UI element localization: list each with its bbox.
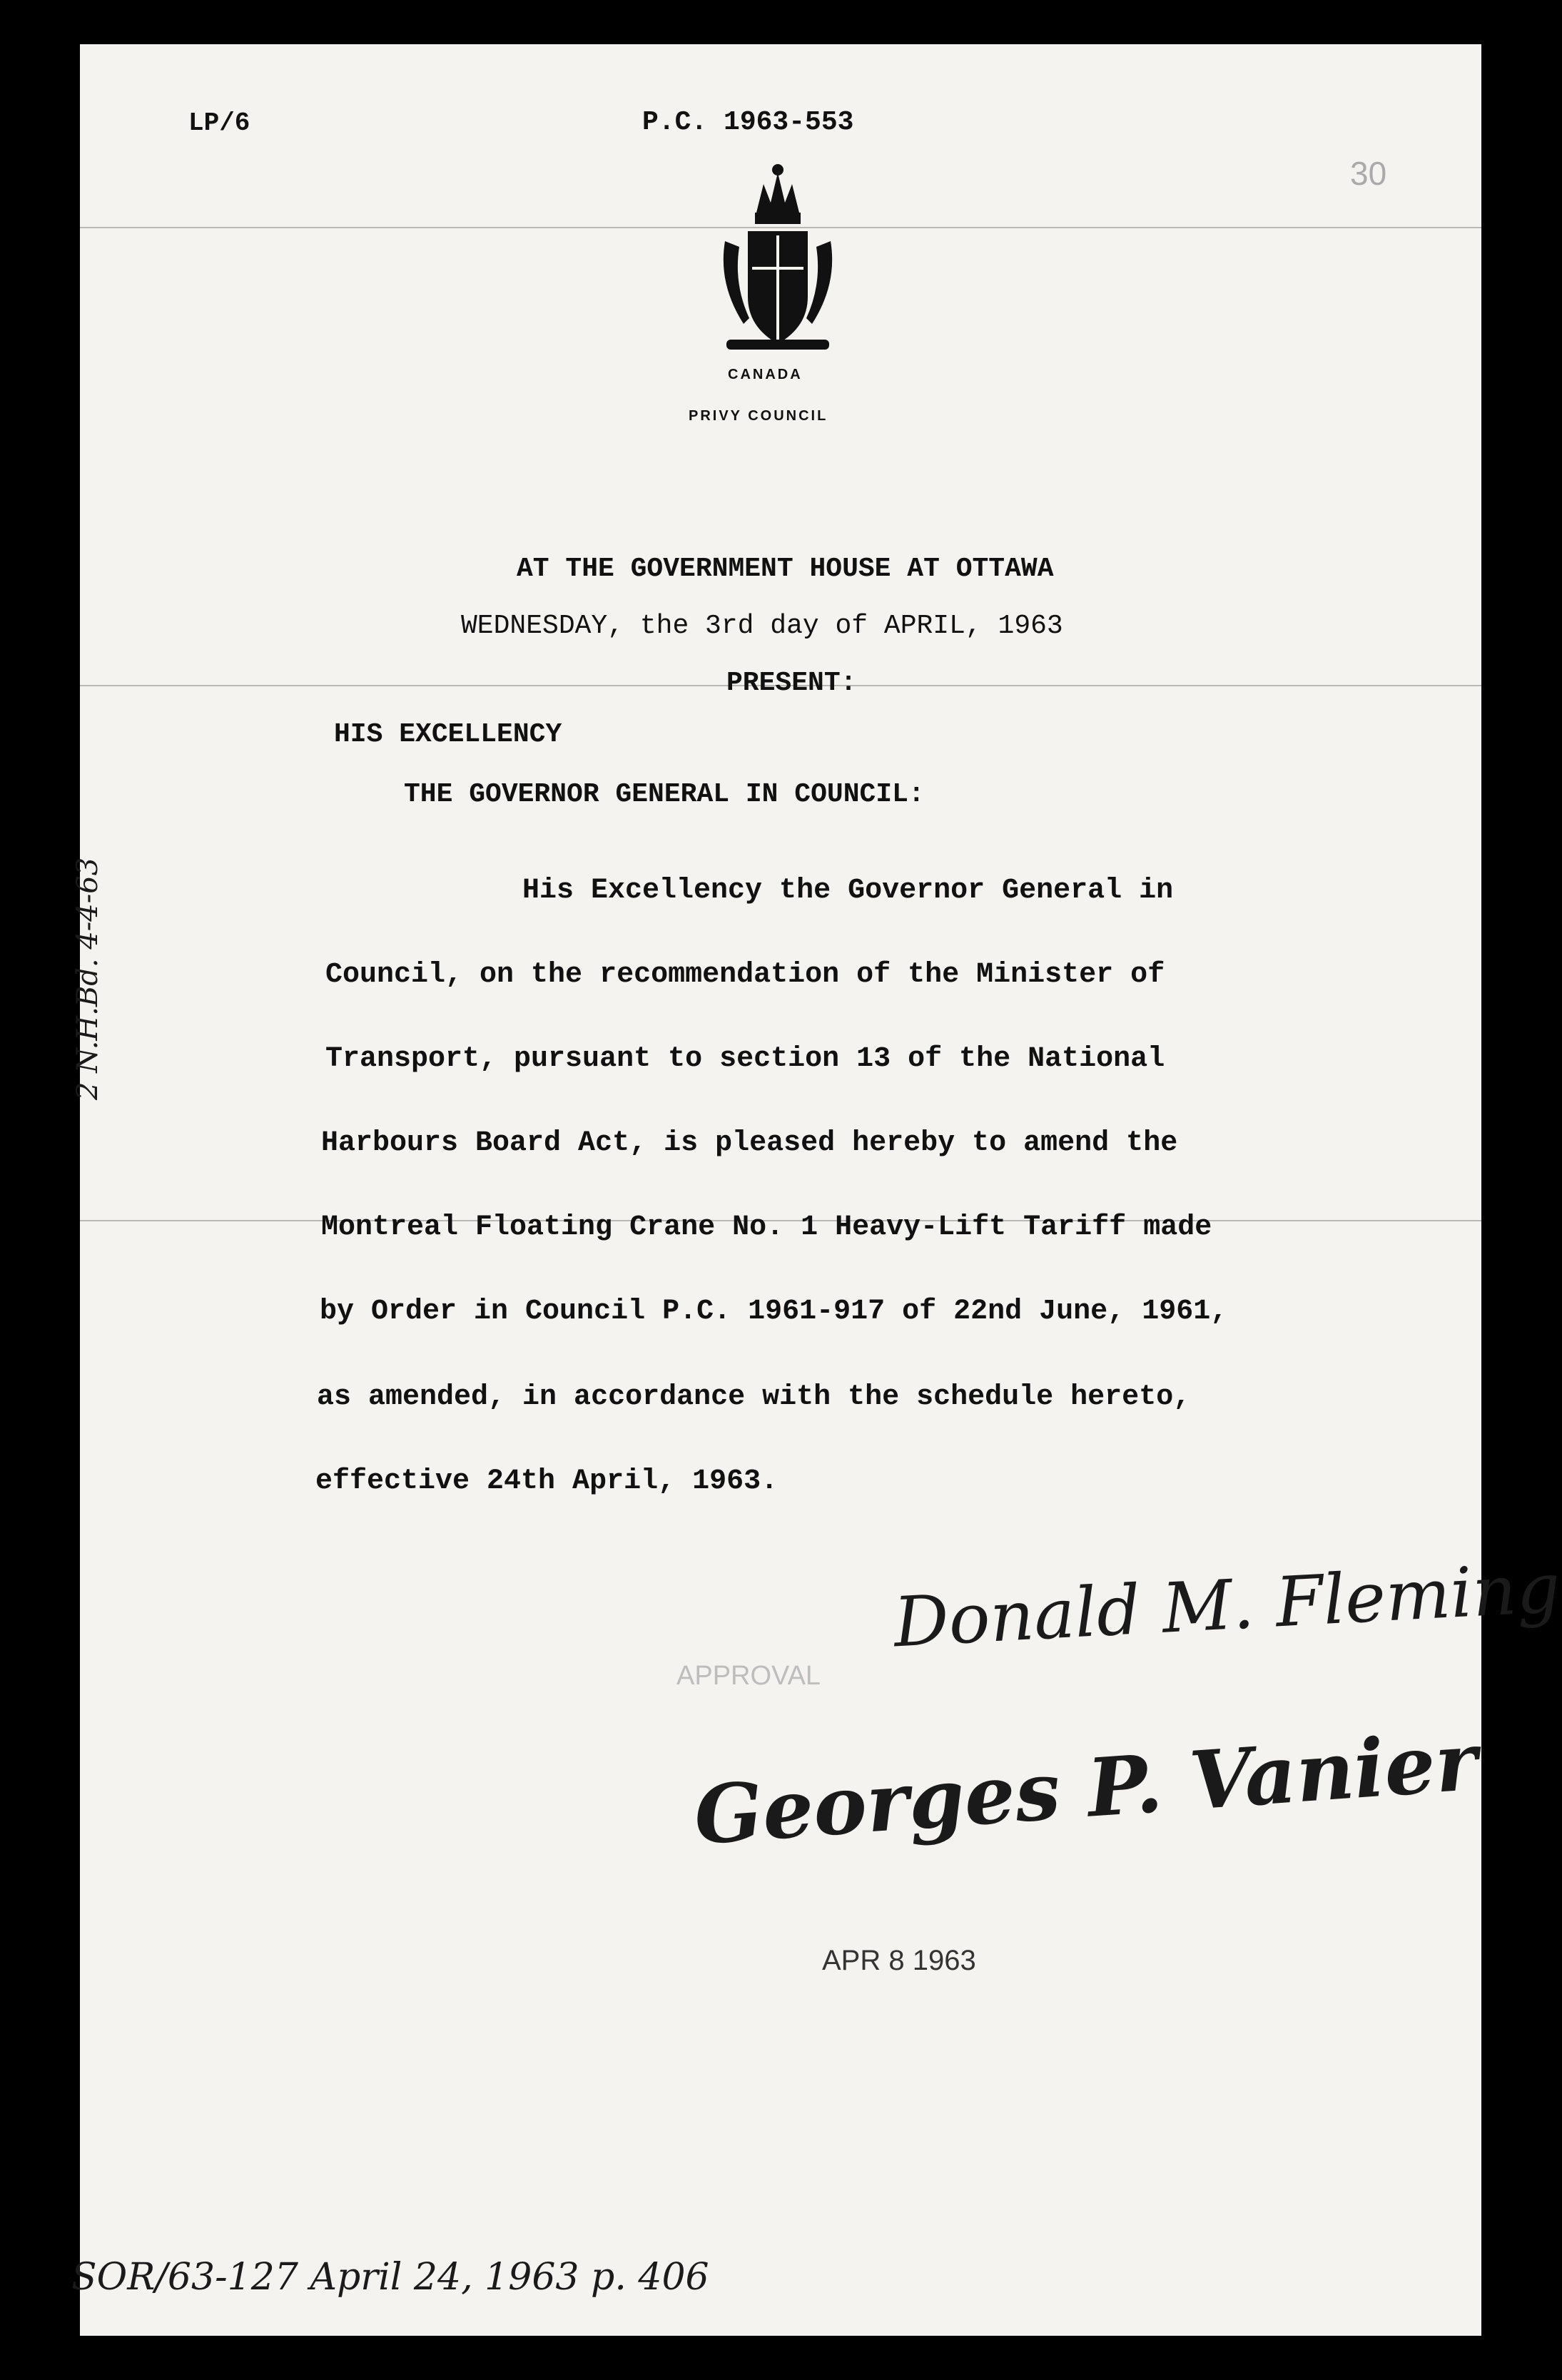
file-reference: LP/6 — [188, 108, 250, 138]
body-line: Council, on the recommendation of the Minister of — [325, 959, 1165, 991]
clerk-signature: Donald M. Fleming — [891, 1547, 1562, 1663]
body-line: Harbours Board Act, is pleased hereby to amend the — [321, 1127, 1178, 1159]
coat-of-arms-icon — [722, 163, 833, 355]
letterhead-country: CANADA — [728, 367, 803, 382]
order-number: P.C. 1963-553 — [642, 107, 854, 138]
meeting-place: AT THE GOVERNMENT HOUSE AT OTTAWA — [517, 554, 1054, 584]
meeting-date: WEDNESDAY, the 3rd day of APRIL, 1963 — [461, 611, 1063, 641]
footer-note: SOR/63-127 April 24, 1963 p. 406 — [71, 2256, 709, 2299]
body-line: Transport, pursuant to section 13 of the National — [325, 1043, 1165, 1075]
governor-signature: Georges P. Vanier — [691, 1714, 1481, 1863]
addressee-line-1: HIS EXCELLENCY — [334, 719, 562, 750]
present-label: PRESENT: — [726, 668, 857, 698]
letterhead-body: PRIVY COUNCIL — [689, 408, 828, 424]
body-line: by Order in Council P.C. 1961-917 of 22nd June, 1961, — [320, 1296, 1228, 1328]
document-page — [71, 44, 1562, 2336]
approval-date-stamp: APR 8 1963 — [822, 1945, 976, 1976]
addressee-line-2: THE GOVERNOR GENERAL IN COUNCIL: — [404, 779, 925, 810]
body-line: as amended, in accordance with the schedule hereto, — [317, 1381, 1191, 1413]
body-line: effective 24th April, 1963. — [315, 1465, 779, 1497]
margin-note: 2 N.H.Bd. 4-4-63 — [71, 857, 104, 1100]
body-line: His Excellency the Governor General in — [522, 875, 1174, 907]
approval-label: APPROVAL — [676, 1661, 821, 1691]
body-line: Montreal Floating Crane No. 1 Heavy-Lift Tariff made — [321, 1211, 1212, 1244]
folio-number: 30 — [1350, 155, 1387, 192]
